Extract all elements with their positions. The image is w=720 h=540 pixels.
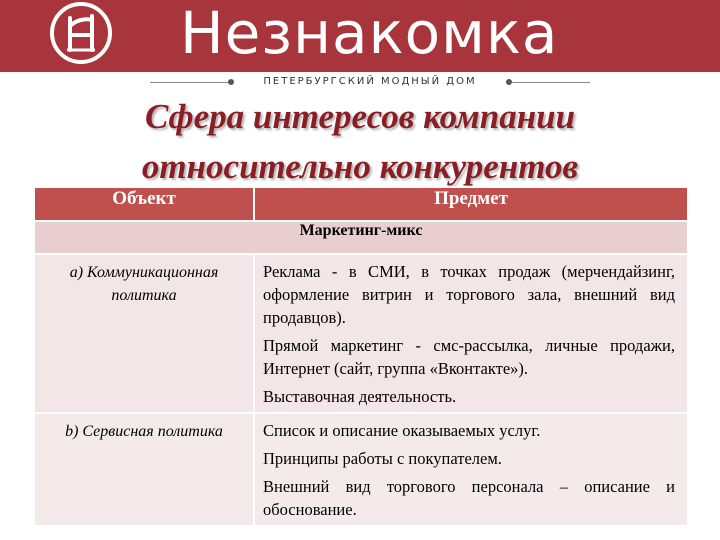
table-row — [34, 413, 688, 526]
row-object: а) Коммуникационная политика — [34, 254, 254, 413]
header-subject: Предмет — [254, 187, 688, 221]
tagline-divider-right — [512, 82, 590, 83]
row-subjects — [254, 254, 688, 413]
table-header-row — [34, 187, 688, 221]
tagline-dot-left — [228, 79, 234, 85]
brand-header — [0, 0, 720, 72]
subject-item: Выставочная деятельность. — [263, 387, 457, 406]
section-row — [34, 221, 688, 254]
subject-item: Внешний вид торгового персонала – описание и обоснование. — [263, 477, 675, 519]
interests-table — [33, 186, 689, 527]
brand-tagline-row — [150, 75, 590, 89]
h-monogram-logo-icon — [50, 2, 112, 64]
title-line-1: Сфера интересов компании — [144, 97, 576, 136]
subject-item: Реклама - в СМИ, в точках продаж (мерчендайзинг, оформление витрин и торгового зала, внешний вид продавцов). — [263, 262, 675, 327]
tagline-divider-left — [150, 82, 230, 83]
section-label: Маркетинг-микс — [34, 221, 688, 254]
row-object: b) Сервисная политика — [34, 413, 254, 526]
row-subjects — [254, 413, 688, 526]
table-row — [34, 254, 688, 413]
brand-name: Незнакомка — [180, 0, 559, 67]
title-line-2: относительно конкурентов — [141, 147, 579, 186]
subject-item: Принципы работы с покупателем. — [263, 449, 502, 468]
subject-item: Список и описание оказываемых услуг. — [263, 421, 541, 440]
page-title — [0, 92, 720, 192]
header-object: Объект — [34, 187, 254, 221]
brand-tagline: ПЕТЕРБУРГСКИЙ МОДНЫЙ ДОМ — [263, 76, 477, 87]
subject-item: Прямой маркетинг - смс-рассылка, личные продажи, Интернет (сайт, группа «Вконтакте»). — [263, 336, 675, 378]
